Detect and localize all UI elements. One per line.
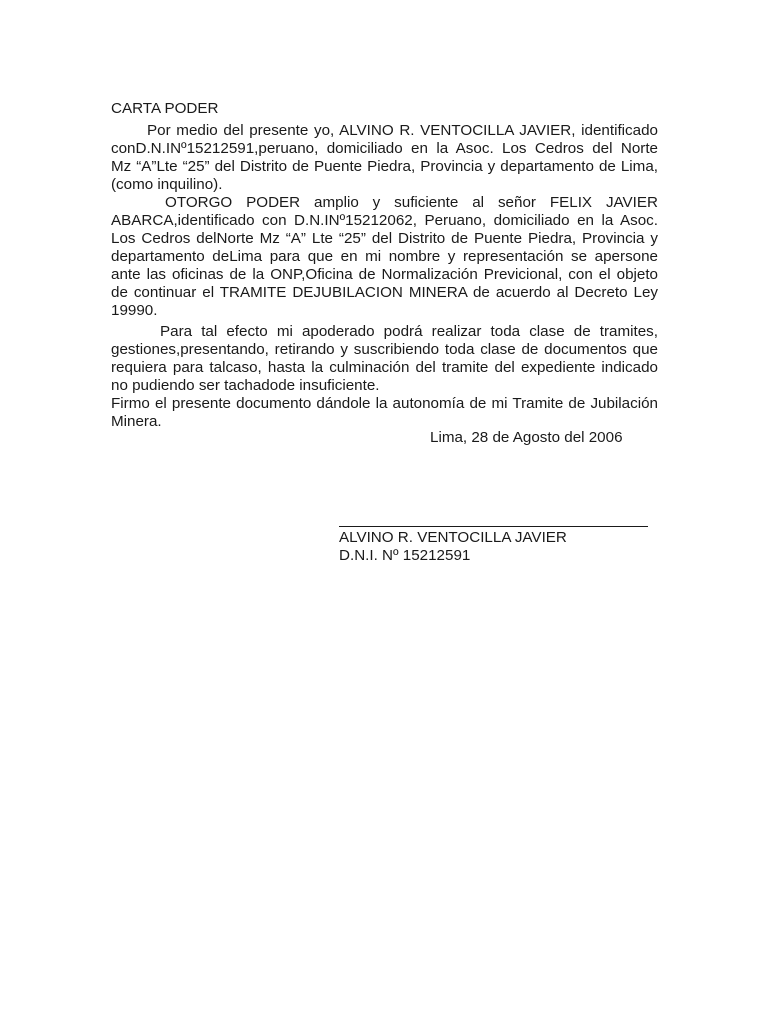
paragraph-1-line-4: (como inquilino). — [111, 176, 223, 193]
paragraph-2-line-5: ante las oficinas de la ONP,Oficina de Normalización Previcional, con el objeto — [111, 266, 658, 283]
paragraph-2-line-7: 19990. — [111, 302, 158, 319]
signature-name: ALVINO R. VENTOCILLA JAVIER — [339, 529, 567, 546]
paragraph-2-line-4: departamento deLima para que en mi nombre y representación se apersone — [111, 248, 658, 265]
paragraph-3-line-4: no pudiendo ser tachadode insuficiente. — [111, 377, 380, 394]
paragraph-1-line-2: conD.N.INº15212591,peruano, domiciliado en la Asoc. Los Cedros del Norte — [111, 140, 658, 157]
paragraph-1-line-3: Mz “A”Lte “25” del Distrito de Puente Piedra, Provincia y departamento de Lima, — [111, 158, 658, 175]
paragraph-3-line-3: requiera para talcaso, hasta la culminación del tramite del expediente indicado — [111, 359, 658, 376]
paragraph-3-line-2: gestiones,presentando, retirando y suscribiendo toda clase de documentos que — [111, 341, 658, 358]
paragraph-3-line-1: Para tal efecto mi apoderado podrá realizar toda clase de tramites, — [160, 323, 658, 340]
paragraph-1-line-1: Por medio del presente yo, ALVINO R. VENTOCILLA JAVIER, identificado — [147, 122, 658, 139]
paragraph-4-line-2: Minera. — [111, 413, 162, 430]
signature-id: D.N.I. Nº 15212591 — [339, 547, 471, 564]
paragraph-2-line-6: de continuar el TRAMITE DEJUBILACION MINERA de acuerdo al Decreto Ley — [111, 284, 658, 301]
document-date: Lima, 28 de Agosto del 2006 — [430, 429, 623, 446]
signature-line — [339, 526, 648, 527]
document-heading: CARTA PODER — [111, 100, 219, 117]
paragraph-2-line-3: Los Cedros delNorte Mz “A” Lte “25” del Distrito de Puente Piedra, Provincia y — [111, 230, 658, 247]
paragraph-2-line-2: ABARCA,identificado con D.N.INº15212062, Peruano, domiciliado en la Asoc. — [111, 212, 658, 229]
paragraph-2-line-1: OTORGO PODER amplio y suficiente al señor FELIX JAVIER — [165, 194, 658, 211]
paragraph-4-line-1: Firmo el presente documento dándole la autonomía de mi Tramite de Jubilación — [111, 395, 658, 412]
